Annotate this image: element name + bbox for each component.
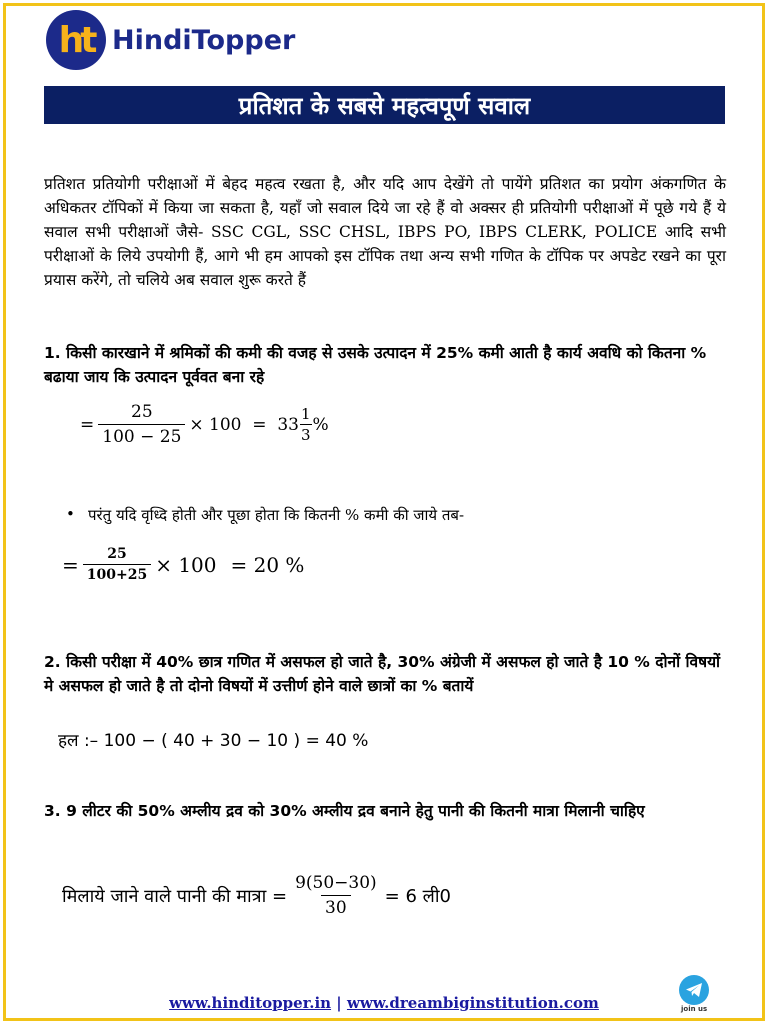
logo[interactable]	[46, 10, 295, 70]
q1-bullet-note: • परंतु यदि वृध्दि होती और पूछा होता कि कितनी % कमी की जाये तब-	[66, 505, 465, 524]
q1-equation-2: = $\frac{25}{100+25}$ × 100 = 20 %	[62, 546, 305, 583]
join-us-label: join us	[681, 1005, 708, 1013]
question-1: 1. किसी कारखाने में श्रमिकों की कमी की वजह से उसके उत्पादन में 25% कमी आती है कार्य अवधि को कितना % बढाया जाय कि उत्पादन पूर्ववत बना रहे	[44, 344, 707, 386]
q1-fraction-2: $\frac{25}{100+25}$	[83, 546, 151, 583]
logo-text: HindiTopper	[112, 24, 296, 56]
page-title: प्रतिशत के सबसे महत्वपूर्ण सवाल	[44, 86, 725, 124]
logo-mark: ht	[46, 10, 106, 70]
q3-solution: मिलाये जाने वाले पानी की मात्रा = $\frac{9(50-30)}{30}$ = 6 ली0	[62, 873, 451, 918]
q2-solution: हल :– 100 − ( 40 + 30 − 10 ) = 40 %	[58, 731, 369, 751]
q1-equation: = $\frac{25}{100 - 25}$ × 100 = 33 $\frac{1}{3}$ %	[80, 402, 329, 447]
q1-mixed-fraction: $\frac{1}{3}$	[300, 405, 311, 444]
footer-link-dreambig[interactable]: www.dreambiginstitution.com	[346, 994, 599, 1012]
telegram-icon[interactable]	[679, 975, 709, 1005]
question-2: 2. किसी परीक्षा में 40% छात्र गणित में असफल हो जाते है, 30% अंग्रेजी में असफल हो जाते है 10 % दोनों विषयों मे असफल हो जाते है तो दोनो विषयों में उत्तीर्ण होने वाले छात्रों का % बतायें	[44, 653, 721, 695]
question-3: 3. 9 लीटर की 50% अम्लीय द्रव को 30% अम्लीय द्रव बनाने हेतु पानी की कितनी मात्रा मिलानी चाहिए	[44, 802, 645, 820]
footer-link-hinditopper[interactable]: www.hinditopper.in	[169, 994, 332, 1012]
q3-fraction: $\frac{9(50-30)}{30}$	[295, 873, 377, 918]
q1-fraction: $\frac{25}{100 - 25}$	[98, 402, 185, 447]
footer-links: www.hinditopper.in | www.dreambiginstitution.com	[169, 994, 599, 1012]
bullet-icon: •	[66, 505, 75, 523]
intro-paragraph: प्रतिशत प्रतियोगी परीक्षाओं में बेहद महत्व रखता है, और यदि आप देखेंगे तो पायेंगे प्रतिशत का प्रयोग अंकगणित के अधिकतर टॉपिकों में किया जा सकता है, यहाँ जो सवाल दिये जा रहे हैं वो अक्सर ही प्रतियोगी परीक्षाओं में पूछे गये हैं ये सवाल सभी परीक्षाओं जैसे- SSC CGL, SSC CHSL, IBPS PO, IBPS CLERK, POLICE आदि सभी परीक्षाओं के लिये उपयोगी हैं, आगे भी हम आपको इस टॉपिक तथा अन्य सभी गणित के टॉपिक पर अपडेट रखने का पूरा प्रयास करेंगे, तो चलिये अब सवाल शुरू करते हैं	[44, 175, 726, 289]
